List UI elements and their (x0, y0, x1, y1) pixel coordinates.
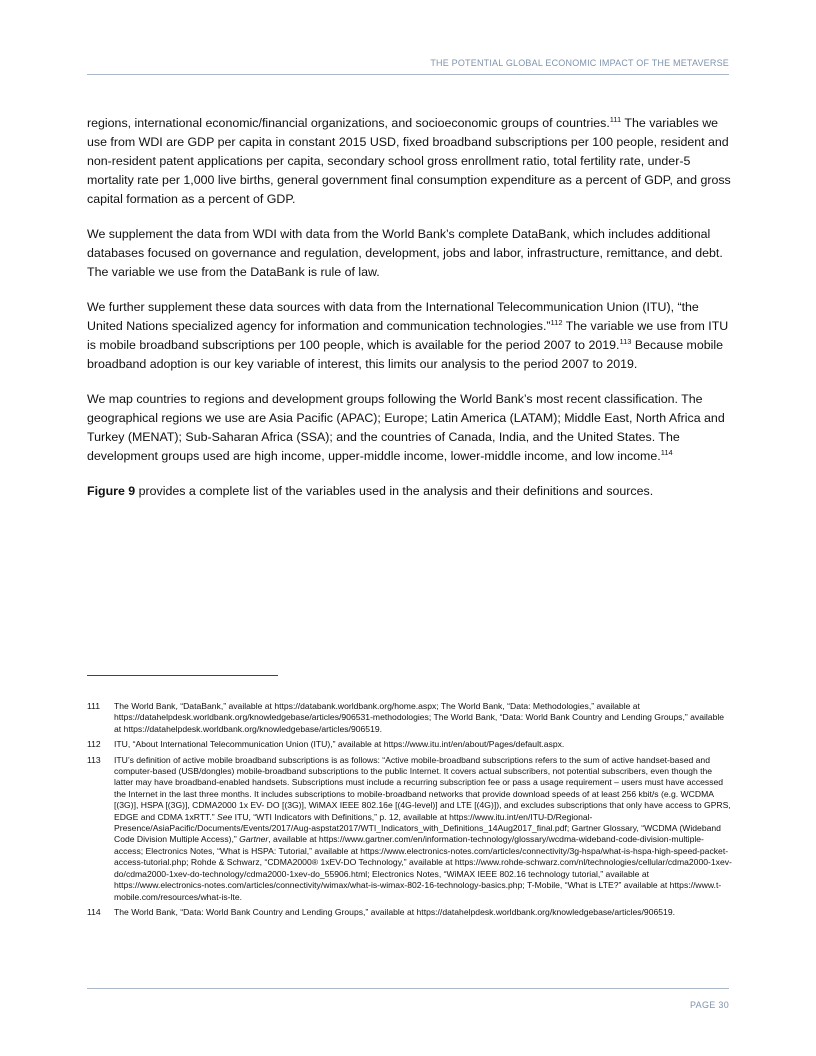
footnote-number: 113 (87, 754, 101, 765)
paragraph-text: The variable we use from ITU is mobile broadband subscriptions per 100 people, which is available for the period 2007 to 2019. (87, 319, 729, 352)
paragraph-text: Because mobile broadband adoption is our key variable of interest, this limits our analysis to the period 2007 to 2019. (87, 338, 724, 371)
footer-divider (87, 988, 729, 989)
footnote-see: See (217, 811, 233, 822)
footnote-114 (87, 907, 733, 918)
footnote-111 (87, 701, 733, 735)
footnote-text: The World Bank, “Data: World Bank Country and Lending Groups,” available at https://datahelpdesk.worldbank.org/knowledgebase/articles/906519. (114, 906, 675, 917)
footnote-text-part: ITU, “WTI Indicators with Definitions,” p. 12, available at https://www.itu.int/en/ITU-D/Regional-Presence/AsiaPacific/Documents/Events/2017/Aug-aspstat2017/WTI_Indicators_with_Definitions_14Aug2017_final.pdf; Gartner Glossary, “WCDMA (Wideband Code Division Multiple Access),” (114, 811, 721, 845)
paragraph-text: The variables we use from WDI are GDP per capita in constant 2015 USD, fixed broadband subscriptions per 100 people, resident and non-resident patent applications per capita, secondary school gross enrollment ratio, total fertility rate, under-5 mortality rate per 1,000 live births, general government final consumption expenditure as a percent of GDP, and gross capital formation as a percent of GDP. (87, 116, 731, 206)
footnote-ref-112[interactable]: 112 (550, 318, 563, 327)
paragraph-text: We map countries to regions and development groups following the World Bank’s most recent classification. The geographical regions we use are Asia Pacific (APAC); Europe; Latin America (LATAM); Middle East, North Africa and Turkey (MENAT); Sub-Saharan Africa (SSA); and the countries of Canada, India, and the United States. The development groups used are high income, upper-middle income, lower-middle income, and low income. (87, 392, 725, 463)
paragraph-4 (87, 390, 733, 466)
paragraph-2: We supplement the data from WDI with data from the World Bank’s complete DataBank, which includes additional databases focused on governance and regulation, development, jobs and labor, infrastructure, remittance, and debt. The variable we use from the DataBank is rule of law. (87, 227, 723, 279)
footnote-number: 114 (87, 906, 101, 917)
paragraph-3 (87, 298, 733, 374)
footnotes (87, 701, 733, 922)
footnote-number: 111 (87, 701, 101, 711)
figure-reference: Figure 9 (87, 484, 136, 498)
footnote-ref-111[interactable]: 111 (609, 115, 622, 124)
body-text (87, 114, 733, 517)
paragraph-text: We further supplement these data sources with data from the International Telecommunication Union (ITU), “the United Nations specialized agency for information and communication technologies.” (87, 300, 699, 333)
footnote-ref-113[interactable]: 113 (619, 337, 632, 346)
paragraph-1 (87, 114, 733, 209)
running-header: THE POTENTIAL GLOBAL ECONOMIC IMPACT OF THE METAVERSE (430, 58, 729, 68)
footnote-text (114, 755, 733, 903)
paragraph-5 (87, 482, 733, 501)
footnote-113 (87, 755, 733, 903)
header-divider (87, 74, 729, 75)
footnote-text: The World Bank, “DataBank,” available at https://databank.worldbank.org/home.aspx; The World Bank, “Data: Methodologies,” available at https://datahelpdesk.worldbank.org/knowledgebase/articles/906531-methodologies; The World Bank, “Data: World Bank Country and Lending Groups,” available at https://datahelpdesk.worldbank.org/knowledgebase/articles/906519. (114, 701, 725, 734)
paragraph-text: regions, international economic/financial organizations, and socioeconomic groups of countries. (87, 116, 610, 130)
footnote-divider (87, 675, 278, 676)
footnote-ref-114[interactable]: 114 (660, 448, 673, 457)
footnote-number: 112 (87, 739, 101, 750)
footnote-text: ITU, “About International Telecommunication Union (ITU),” available at https://www.itu.int/en/about/Pages/default.aspx. (114, 739, 565, 750)
page-number: PAGE 30 (690, 1000, 729, 1010)
footnote-text-part: ITU’s definition of active mobile broadband subscriptions is as follows: “Active mobile-broadband subscriptions refers to the sum of active handset-based and computer-based (USB/dongles) mobile-broadband subscriptions to the public Internet. It covers actual subscribers, not potential subscribers, even though the latter may have broadband-enabled handsets. Subscriptions must include a recurring subscription fee or pass a usage requirement – users must have accessed the Internet in the last three months. It includes subscriptions to mobile-broadband networks that provide download speeds of at least 256 kbit/s (e.g. WCDMA [(3G)], HSPA [(3G)], CDMA2000 1x EV- DO [(3G)], WiMAX IEEE 802.16e [(4G-level)] and LTE [(4G)]), and excludes subscriptions that only have access to GPRS, EDGE and CDMA 1xRTT.” (114, 754, 731, 822)
paragraph-text: provides a complete list of the variables used in the analysis and their definitions and sources. (135, 484, 654, 498)
footnote-text-part: , available at https://www.gartner.com/en/information-technology/glossary/wcdma-wideband-code-division-multiple-access; Electronics Notes, “What is HSPA: Tutorial,” available at https://www.electronics-notes.com/articles/connectivity/3g-hspa/what-is-hspa-high-speed-packet-access-tutorial.php; Rohde & Schwarz, “CDMA2000® 1xEV-DO Technology,” available at https://www.rohde-schwarz.com/nl/technologies/cellular/cdma2000-1xev-do/cdma2000-1xev-do-technology/cdma2000-1xev-do_55906.html; Electronics Notes, “WiMAX IEEE 802.16 technology tutorial,” available at https://www.electronics-notes.com/articles/connectivity/wimax/what-is-wimax-802-16-technology-basics.php; T-Mobile, “What is LTE?” available at https://www.t-mobile.com/resources/what-is-lte. (114, 834, 732, 902)
footnote-112 (87, 739, 733, 750)
footnote-gartner: Gartner (239, 834, 269, 845)
